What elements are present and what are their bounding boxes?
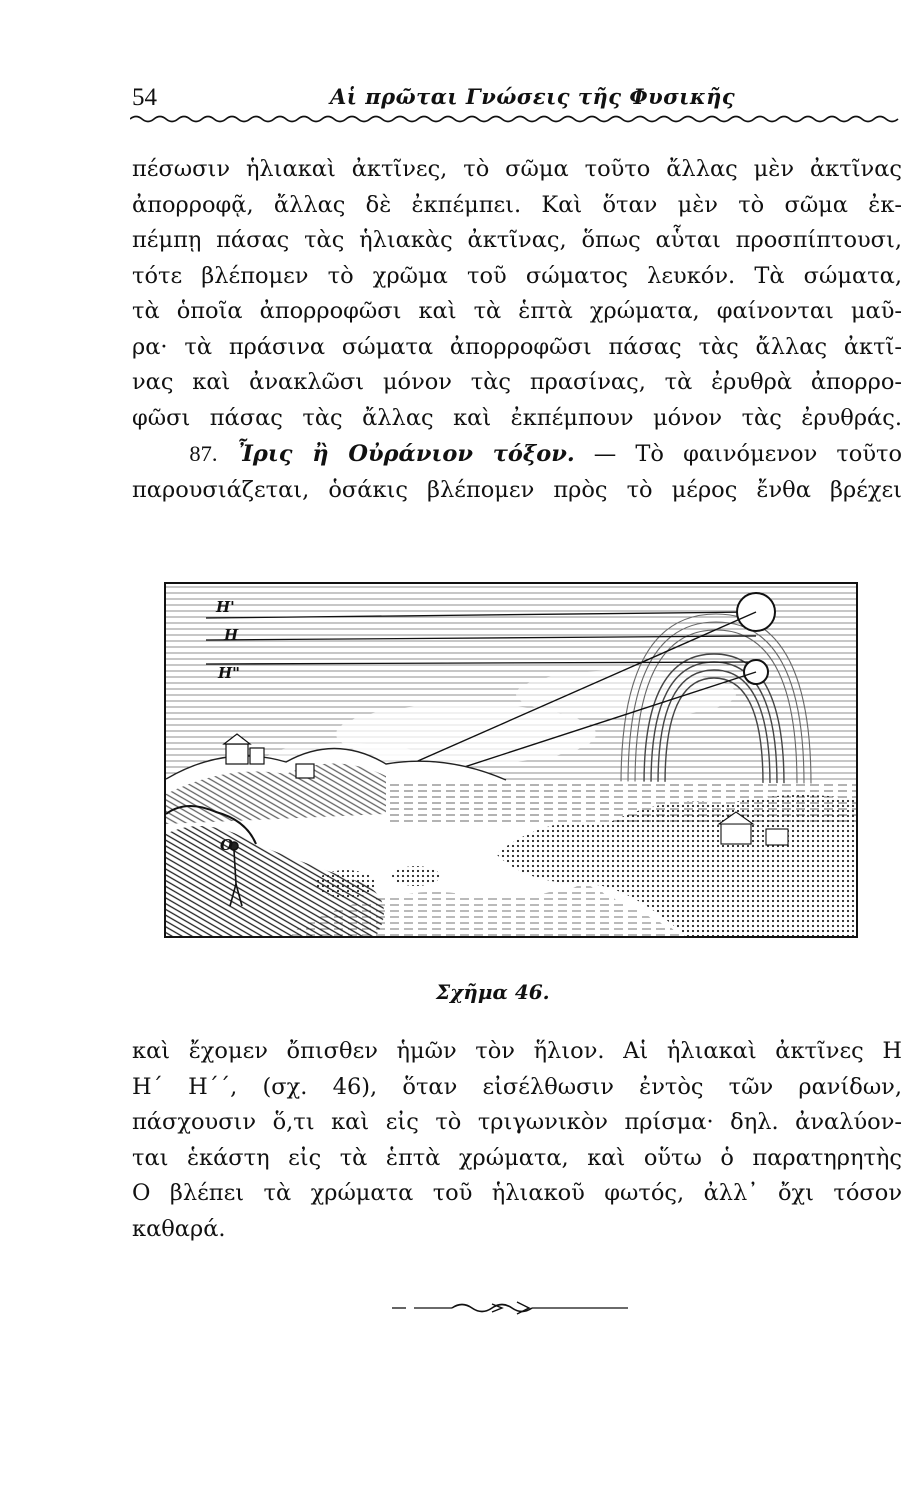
label-h: H (224, 626, 239, 644)
section-heading-line (132, 436, 902, 473)
text-line: Ο βλέπει τὰ χρώματα τοῦ ἡλιακοῦ φωτός, ἀλλ᾽ ὄχι τόσον (132, 1180, 902, 1206)
text-line: φῶσι πάσας τὰς ἄλλας καὶ ἐκπέμπουν μόνον τὰς ἐρυθράς. (132, 404, 902, 431)
section-title: Ἶρις ἢ Οὐράνιον τόξον. (236, 441, 575, 467)
running-title: Αἱ πρῶται Γνώσεις τῆς Φυσικῆς (330, 84, 736, 109)
figure-caption: Σχῆμα 46. (436, 980, 550, 1004)
text-line: τὰ ὁποῖα ἀπορροφῶσι καὶ τὰ ἑπτὰ χρώματα, φαίνονται μαῦ- (132, 298, 902, 324)
text-line: καὶ ἔχομεν ὄπισθεν ἡμῶν τὸν ἥλιον. Αἱ ἡλιακαὶ ἀκτῖνες Η (132, 1038, 902, 1064)
end-ornament (392, 1298, 632, 1318)
text-line: παρουσιάζεται, ὁσάκις βλέπομεν πρὸς τὸ μέρος ἔνθα βρέχει (132, 476, 902, 503)
text-line: πέμπῃ πάσας τὰς ἡλιακὰς ἀκτῖνας, ὅπως αὗται προσπίπτουσι, (132, 227, 902, 253)
label-h-double-prime: H" (218, 664, 240, 682)
rainbow-engraving (166, 584, 856, 936)
header-wavy-rule (130, 112, 902, 126)
text-line: ἀπορροφᾷ, ἄλλας δὲ ἐκπέμπει. Καὶ ὅταν μὲν τὸ σῶμα ἐκ- (132, 191, 902, 218)
rainbow-figure (164, 582, 858, 938)
body-text-bottom (132, 1034, 902, 1247)
section-text: — Τὸ φαινόμενον τοῦτο (593, 441, 903, 467)
text-line: τότε βλέπομεν τὸ χρῶμα τοῦ σώματος λευκόν. Τὰ σώματα, (132, 262, 902, 289)
body-text-top (132, 152, 902, 508)
label-h-prime: H' (216, 598, 235, 616)
text-line: ρα· τὰ πράσινα σώματα ἀπορροφῶσι πάσας τὰς ἄλλας ἀκτῖ- (132, 333, 902, 360)
text-line: πέσωσιν ἡλιακαὶ ἀκτῖνες, τὸ σῶμα τοῦτο ἄλλας μὲν ἀκτῖνας (132, 156, 902, 182)
text-line: καθαρά. (132, 1215, 226, 1242)
text-line: ται ἑκάστη εἰς τὰ ἑπτὰ χρώματα, καὶ οὕτω ὁ παρατηρητὴς (132, 1144, 902, 1171)
text-line: νας καὶ ἀνακλῶσι μόνον τὰς πρασίνας, τὰ ἐρυθρὰ ἀπορρο- (132, 369, 902, 395)
label-observer: O (220, 836, 234, 854)
text-line: πάσχουσιν ὅ,τι καὶ εἰς τὸ τριγωνικὸν πρίσμα· δηλ. ἀναλύον- (132, 1109, 902, 1135)
section-number: 87. (189, 441, 218, 466)
text-line: Η΄ Η΄΄, (σχ. 46), ὅταν εἰσέλθωσιν ἐντὸς τῶν ρανίδων, (132, 1073, 902, 1100)
page-number: 54 (132, 84, 157, 111)
